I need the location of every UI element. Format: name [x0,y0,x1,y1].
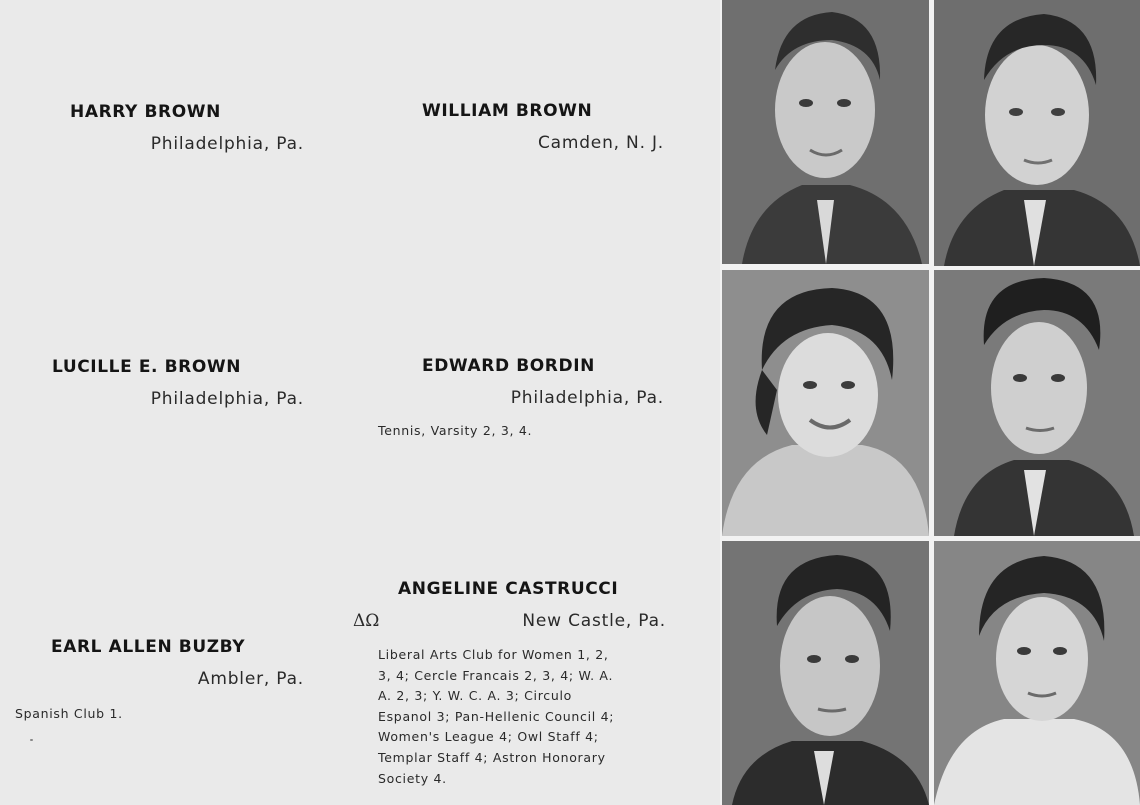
student-activities-angeline-castrucci [378,645,643,789]
sorority-symbol: ΔΩ [353,611,380,631]
student-name-lucille-brown: LUCILLE E. BROWN [52,357,242,377]
activity-line: 3, 4; Cercle Francais 2, 3, 4; W. A. [378,667,614,683]
student-city-harry-brown: Philadelphia, Pa. [150,134,304,154]
student-city-angeline-castrucci: New Castle, Pa. [522,611,666,631]
student-city-edward-bordin: Philadelphia, Pa. [510,388,664,408]
activity-line: Liberal Arts Club for Women 1, 2, [378,647,609,662]
student-activities-edward-bordin [378,421,532,442]
student-name-harry-brown: HARRY BROWN [70,102,221,122]
portrait-photo-lucille-brown [722,270,929,536]
portrait-photo-william-brown [934,0,1140,266]
activity-line: Society 4. [378,770,447,786]
activity-line: Templar Staff 4; Astron Honorary [378,749,606,765]
student-city-earl-buzby: Ambler, Pa. [197,669,304,689]
ink-speck [30,739,33,741]
activity-line: Tennis, Varsity 2, 3, 4. [378,423,533,438]
portrait-photo-earl-buzby [722,541,929,805]
activity-line: Women's League 4; Owl Staff 4; [378,729,599,745]
activity-line: Espanol 3; Pan-Hellenic Council 4; [378,708,615,724]
student-name-angeline-castrucci: ANGELINE CASTRUCCI [398,579,619,599]
student-name-earl-buzby: EARL ALLEN BUZBY [51,637,246,657]
portrait-photo-angeline-castrucci [934,541,1140,805]
portrait-photo-harry-brown [722,0,929,264]
portrait-grid [720,0,1140,805]
student-name-william-brown: WILLIAM BROWN [422,101,593,121]
student-city-lucille-brown: Philadelphia, Pa. [150,389,304,409]
student-activities-earl-buzby [15,704,123,725]
activity-line: Spanish Club 1. [15,706,123,721]
activity-line: A. 2, 3; Y. W. C. A. 3; Circulo [378,688,573,704]
portrait-photo-edward-bordin [934,270,1140,536]
student-name-edward-bordin: EDWARD BORDIN [422,356,595,376]
student-city-william-brown: Camden, N. J. [537,133,664,153]
